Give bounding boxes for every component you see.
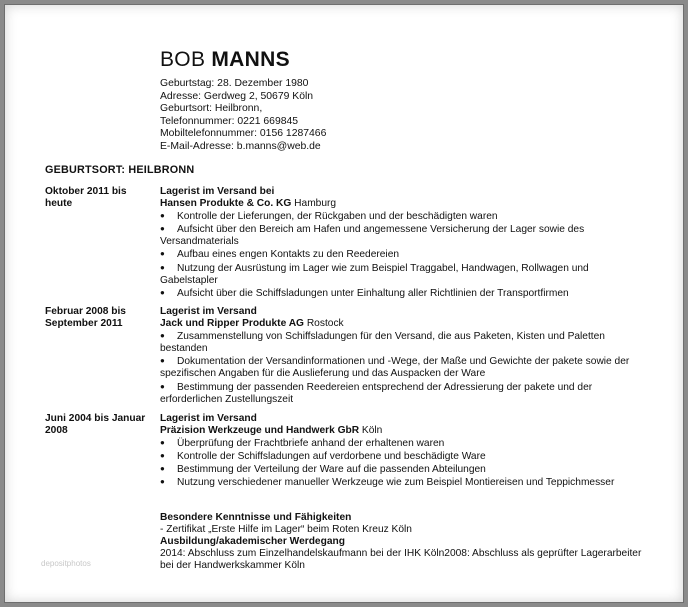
email-line: E-Mail-Adresse: b.manns@web.de — [160, 140, 321, 152]
duty-item — [160, 463, 645, 476]
duty-text: Bestimmung der passenden Reedereien entsprechend der Adressierung der pakete und der erforderlichen Zustellungszeit — [160, 381, 593, 405]
duty-text: Aufsicht über die Schiffsladungen unter Einhaltung aller Richtlinien der Transportfirmen — [177, 287, 569, 299]
entry-role: Lagerist im Versand — [160, 306, 257, 317]
birthplace-line: Geburtsort: Heilbronn, — [160, 103, 263, 115]
skills-heading: Besondere Kenntnisse und Fähigkeiten — [160, 512, 352, 523]
duty-item — [160, 248, 645, 261]
first-name: BOB — [160, 48, 206, 71]
bullet-icon: ● — [160, 451, 165, 461]
cv-page — [4, 4, 684, 603]
entry-date: Februar 2008 bis September 2011 — [45, 306, 126, 330]
duty-text: Bestimmung der Verteilung der Ware auf die passenden Abteilungen — [177, 464, 486, 476]
duty-item — [160, 355, 645, 380]
duty-text: Nutzung verschiedener manueller Werkzeuge wie zum Beispiel Montiereisen und Teppichmesser — [177, 477, 615, 489]
duty-item — [160, 450, 645, 463]
mobile-line: Mobiltelefonnummer: 0156 1287466 — [160, 128, 327, 140]
duty-list — [160, 330, 645, 406]
duty-text: Aufsicht über den Bereich am Hafen und angemessene Versicherung der Lager sowie des Versandmaterials — [160, 224, 585, 248]
bullet-icon: ● — [160, 438, 165, 448]
contact-block — [160, 78, 326, 154]
entry-role: Lagerist im Versand bei — [160, 186, 275, 197]
entry-date: Oktober 2011 bis heute — [45, 186, 127, 210]
bullet-icon: ● — [160, 331, 165, 341]
duty-item — [160, 262, 645, 287]
duty-text: Kontrolle der Lieferungen, der Rückgaben und der beschädigten waren — [177, 211, 498, 223]
duty-text: Zusammenstellung von Schiffsladungen für den Versand, die aus Paketen, Kisten und Paletten bestanden — [160, 331, 605, 355]
phone-line: Telefonnummer: 0221 669845 — [160, 115, 299, 127]
cv-header — [160, 48, 326, 154]
applicant-name — [160, 48, 326, 72]
bullet-icon: ● — [160, 381, 165, 391]
duty-item — [160, 330, 645, 355]
bullet-icon: ● — [160, 464, 165, 474]
duty-list — [160, 210, 645, 300]
entry-company — [160, 318, 645, 330]
skills-item: - Zertifikat „Erste Hilfe im Lager“ beim Roten Kreuz Köln — [160, 524, 412, 536]
section-title: GEBURTSORT: HEILBRONN — [45, 164, 195, 176]
company-name: Jack und Ripper Produkte AG — [160, 318, 304, 330]
company-name: Präzision Werkzeuge und Handwerk GbR — [160, 425, 360, 437]
bullet-icon: ● — [160, 249, 165, 259]
entry-body — [160, 186, 645, 300]
bullet-icon: ● — [160, 287, 165, 297]
education-heading: Ausbildung/akademischer Werdegang — [160, 536, 345, 548]
bullet-icon: ● — [160, 211, 165, 221]
birthday-line: Geburtstag: 28. Dezember 1980 — [160, 78, 309, 89]
bullet-icon: ● — [160, 356, 165, 366]
entry-company — [160, 198, 645, 210]
last-name: MANNS — [211, 48, 290, 71]
duty-item — [160, 476, 645, 489]
bullet-icon: ● — [160, 477, 165, 487]
duty-item — [160, 287, 645, 300]
company-name: Hansen Produkte & Co. KG — [160, 198, 292, 210]
education-text: 2014: Abschluss zum Einzelhandelskaufmann bei der IHK Köln2008: Abschluss als geprüfter Lagerarbeiter bei der Handwerkskammer Köln — [160, 548, 642, 572]
company-city: Köln — [361, 425, 383, 437]
bullet-icon: ● — [160, 224, 165, 234]
bullet-icon: ● — [160, 262, 165, 272]
duty-text: Kontrolle der Schiffsladungen auf verdorbene und beschädigte Ware — [177, 451, 486, 463]
duty-text: Dokumentation der Versandinformationen und -Wege, der Maße und Gewichte der pakete sowie der spezifischen Angaben für die Auslieferung und das Auspacken der Ware — [160, 356, 630, 380]
entry-body — [160, 306, 645, 406]
duty-item — [160, 223, 645, 248]
entry-body — [160, 413, 645, 490]
duty-item — [160, 210, 645, 223]
duty-text: Überprüfung der Frachtbriefe anhand der erhaltenen waren — [177, 438, 445, 450]
address-line: Adresse: Gerdweg 2, 50679 Köln — [160, 90, 314, 102]
company-city: Rostock — [306, 318, 344, 330]
duty-item — [160, 437, 645, 450]
company-city: Hamburg — [294, 198, 337, 210]
duty-text: Nutzung der Ausrüstung im Lager wie zum Beispiel Traggabel, Handwagen, Rollwagen und Gabelstapler — [160, 262, 589, 286]
entry-company — [160, 425, 645, 437]
watermark: depositphotos — [41, 559, 91, 568]
duty-list — [160, 437, 645, 489]
duty-text: Aufbau eines engen Kontakts zu den Reedereien — [177, 249, 400, 261]
extras-block — [160, 512, 645, 572]
duty-item — [160, 381, 645, 406]
entry-date: Juni 2004 bis Januar 2008 — [45, 413, 146, 437]
entry-role: Lagerist im Versand — [160, 413, 257, 424]
